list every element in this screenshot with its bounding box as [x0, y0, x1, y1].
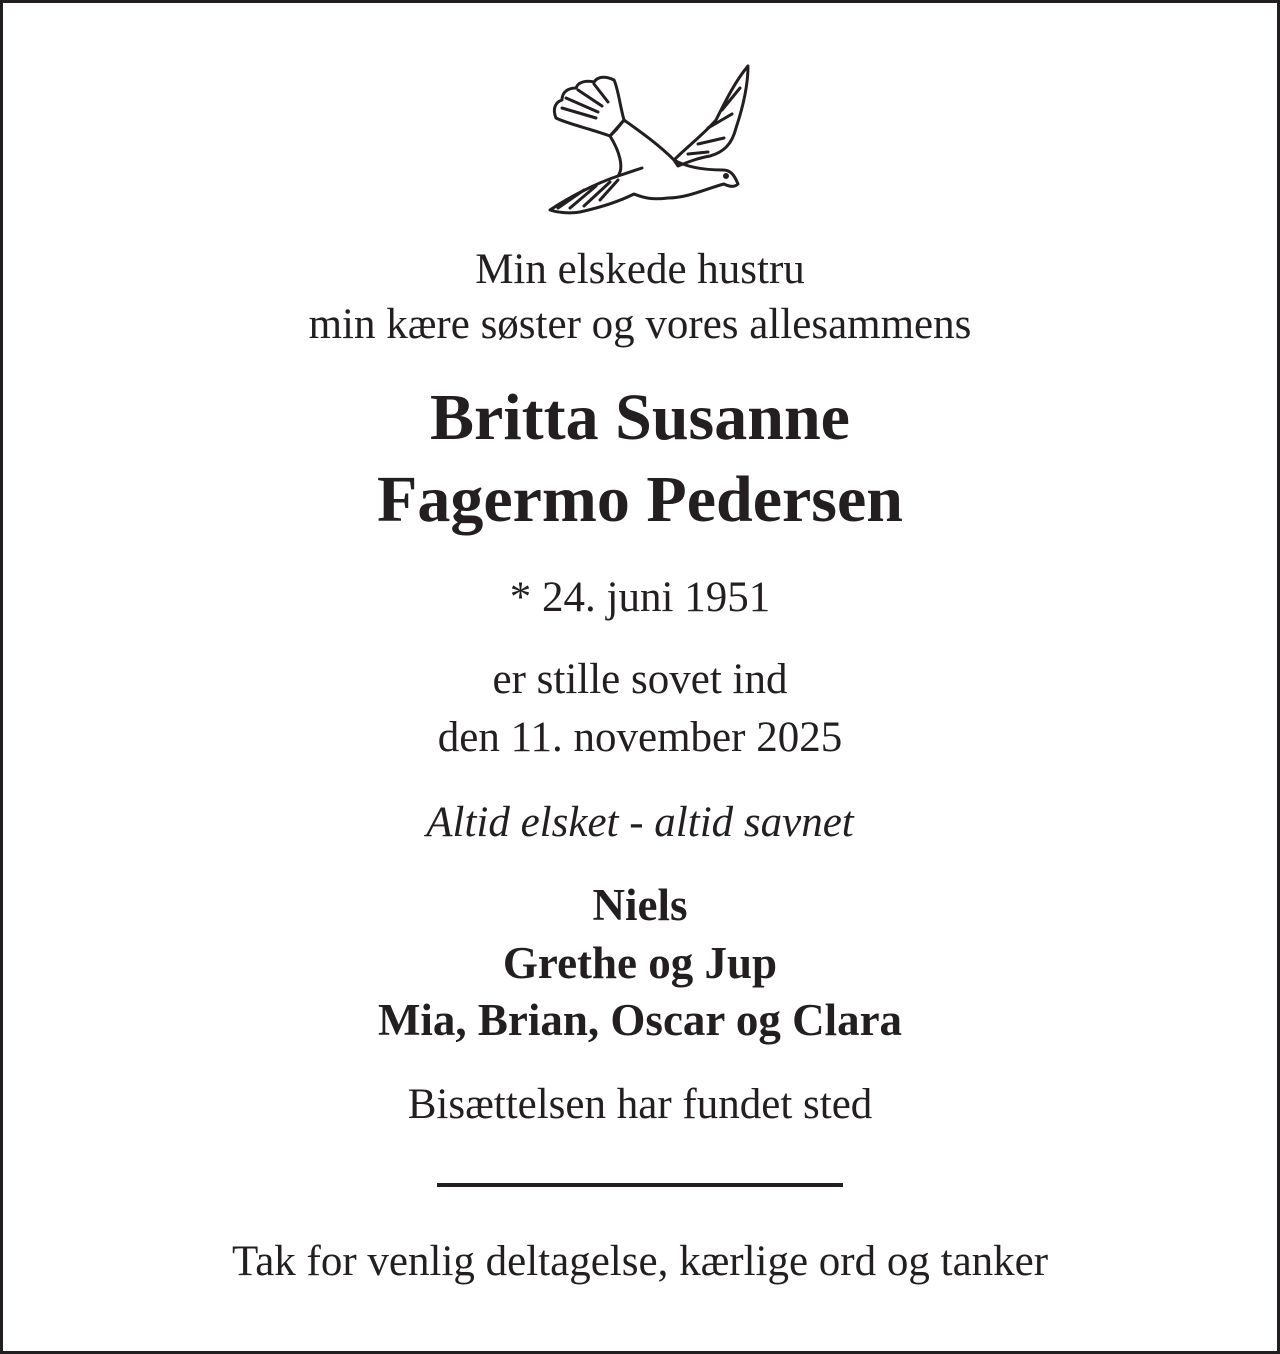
birth-date: * 24. juni 1951 — [509, 574, 771, 621]
mourner-line: Mia, Brian, Oscar og Clara — [377, 995, 903, 1045]
dove-icon — [548, 58, 763, 223]
intro-line-2: min kære søster og vores allesammens — [308, 301, 972, 348]
motto: Altid elsket - altid savnet — [426, 799, 854, 846]
thanks-text: Tak for venlig deltagelse, kærlige ord og tanker — [231, 1238, 1049, 1285]
deceased-name-line-2: Fagermo Pedersen — [377, 463, 903, 536]
intro-line-1: Min elskede hustru — [475, 246, 805, 293]
death-line-2: den 11. november 2025 — [437, 714, 843, 761]
divider — [437, 1183, 843, 1187]
deceased-name-line-1: Britta Susanne — [430, 381, 850, 454]
mourner-line: Grethe og Jup — [502, 938, 778, 988]
funeral-info: Bisættelsen har fundet sted — [407, 1081, 873, 1128]
mourner-line: Niels — [592, 880, 688, 930]
death-line-1: er stille sovet ind — [492, 656, 788, 703]
